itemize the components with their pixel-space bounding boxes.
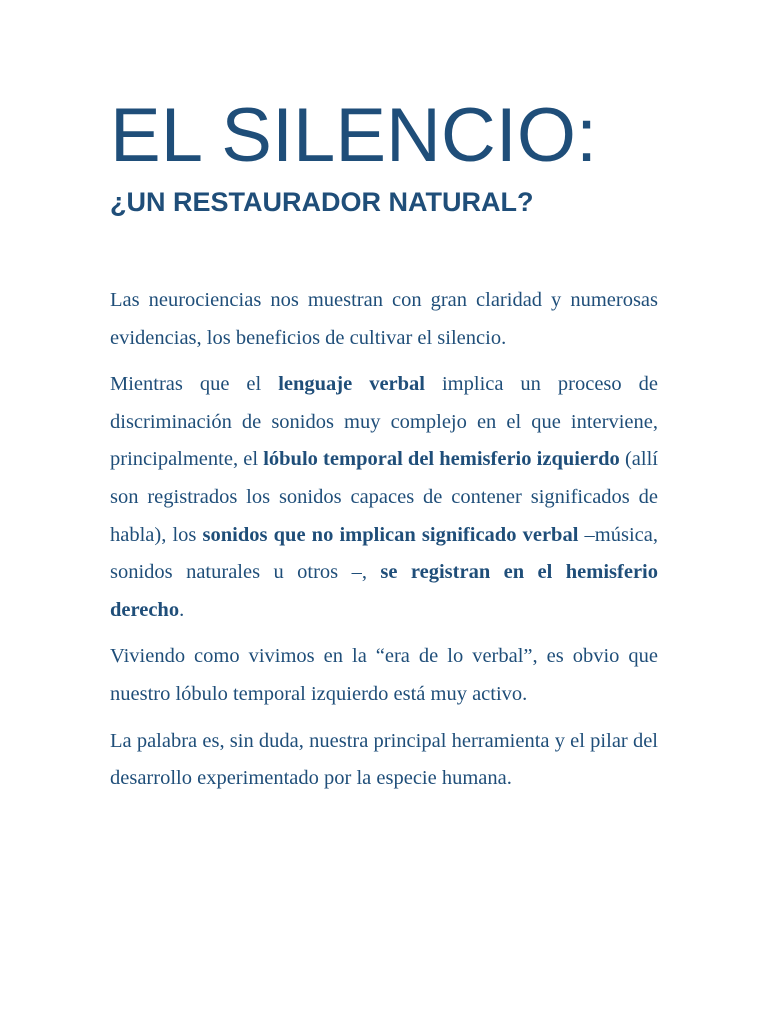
paragraph-2-text-2: implica un proceso de discriminación de sonidos muy complejo en el que interviene, principalmente, el (110, 373, 658, 471)
paragraph-2 (110, 366, 658, 629)
paragraph-2-text-1: Mientras que el (110, 373, 279, 396)
emphasis-lobulo-temporal: lóbulo temporal del hemisferio izquierdo (263, 448, 620, 471)
document-body (110, 282, 658, 798)
paragraph-3: Viviendo como vivimos en la “era de lo verbal”, es obvio que nuestro lóbulo temporal izquierdo está muy activo. (110, 645, 658, 705)
paragraph-2-text-5: . (179, 598, 185, 621)
document-page (110, 93, 658, 807)
paragraph-4: La palabra es, sin duda, nuestra principal herramienta y el pilar del desarrollo experimentado por la especie humana. (110, 729, 658, 790)
emphasis-hemisferio-derecho: se registran en el hemisferio derecho (110, 561, 658, 621)
paragraph-2-text-3: (allí son registrados los sonidos capaces de contener significados de habla), los (110, 448, 658, 546)
emphasis-sonidos-no-verbales: sonidos que no implican significado verbal (202, 523, 579, 546)
emphasis-lenguaje-verbal: lenguaje verbal (278, 373, 425, 396)
paragraph-2-text-4: –música, sonidos naturales u otros –, (110, 523, 658, 584)
paragraph-1: Las neurociencias nos muestran con gran claridad y numerosas evidencias, los beneficios de cultivar el silencio. (110, 289, 658, 349)
page-title: EL SILENCIO: (110, 93, 598, 178)
page-subtitle: ¿UN RESTAURADOR NATURAL? (110, 187, 534, 217)
